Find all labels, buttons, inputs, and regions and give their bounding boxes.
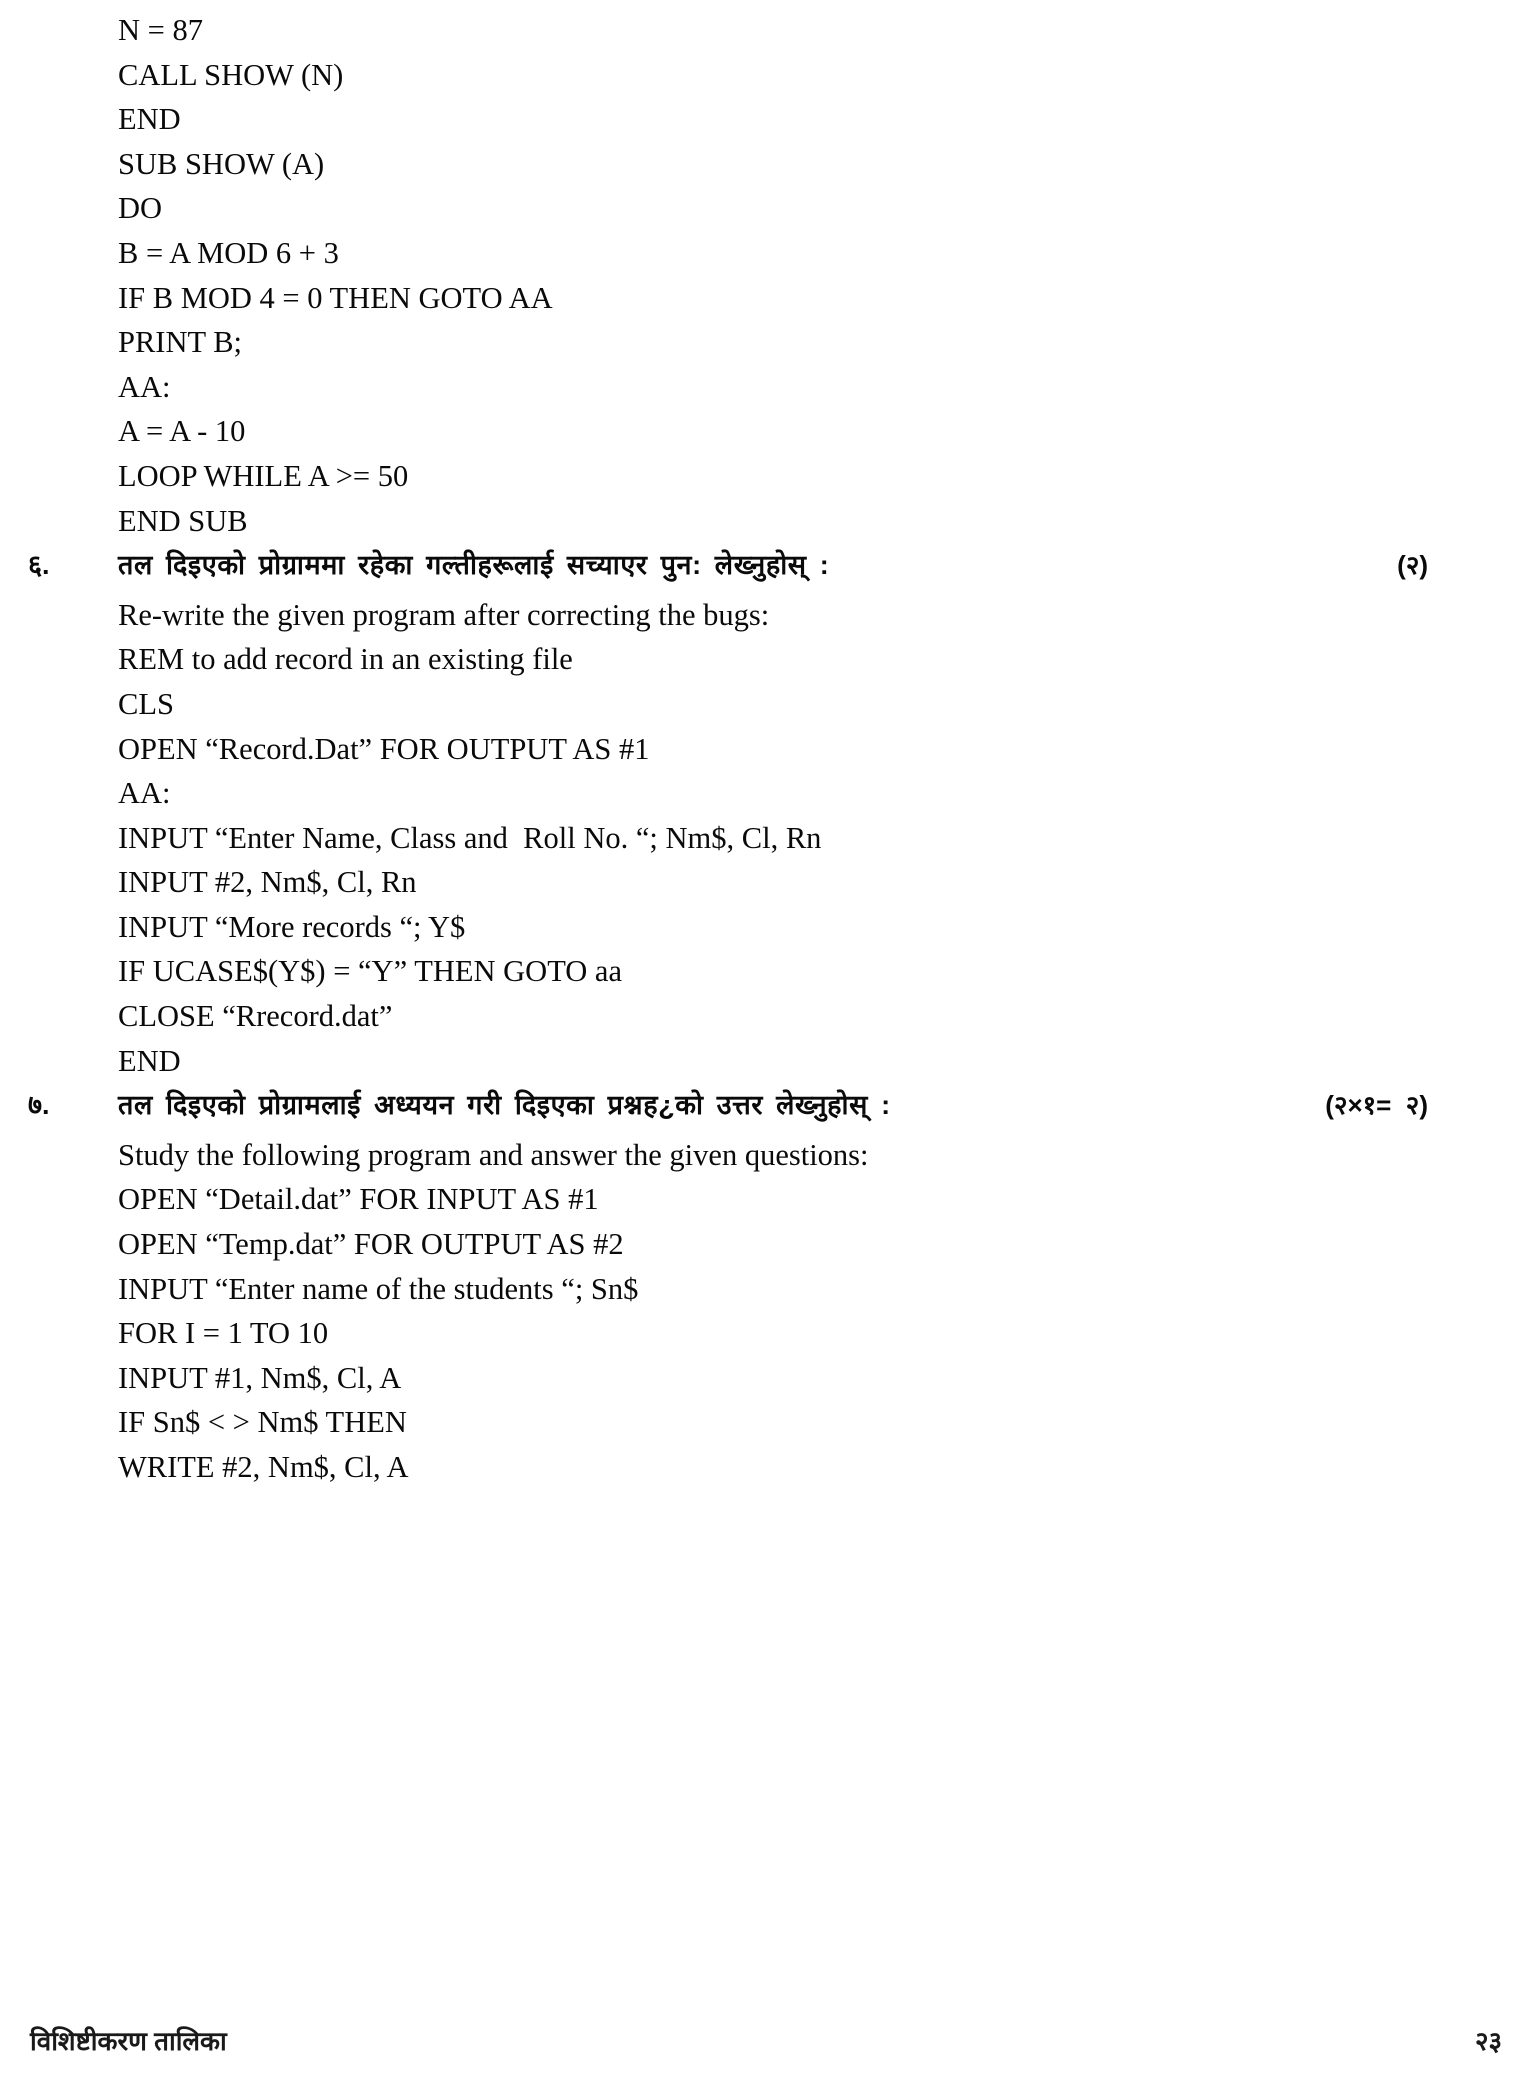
question-number: ६.: [28, 550, 50, 581]
question-7-program: [0, 1177, 1536, 1489]
question-marks: (२): [1397, 550, 1428, 581]
code-line: CALL SHOW (N): [118, 57, 344, 92]
question-6: [0, 543, 1536, 593]
code-line: END: [118, 102, 181, 137]
code-line: AA:: [118, 776, 171, 811]
code-line: END: [118, 1043, 181, 1078]
code-line: OPEN “Temp.dat” FOR OUTPUT AS #2: [118, 1227, 624, 1262]
page-number: २३: [1474, 2026, 1502, 2056]
code-line: SUB SHOW (A): [118, 146, 325, 181]
code-line: B = A MOD 6 + 3: [118, 235, 339, 270]
code-line: LOOP WHILE A >= 50: [118, 458, 409, 493]
code-line: END SUB: [118, 503, 248, 538]
question-prompt-english: Re-write the given program after correcting the bugs:: [118, 597, 770, 632]
question-marks: (२×१= २): [1325, 1090, 1428, 1121]
code-line: CLS: [118, 686, 174, 721]
code-line: PRINT B;: [118, 325, 243, 360]
code-line: FOR I = 1 TO 10: [118, 1316, 329, 1351]
code-line: A = A - 10: [118, 414, 246, 449]
code-line: DO: [118, 191, 163, 226]
code-line: WRITE #2, Nm$, Cl, A: [118, 1450, 409, 1484]
top-program-listing: [0, 8, 1536, 543]
top-spacer: [0, 0, 1536, 8]
code-line: INPUT #2, Nm$, Cl, Rn: [118, 865, 417, 900]
question-7: [0, 1083, 1536, 1133]
code-line: AA:: [118, 369, 171, 404]
code-line: CLOSE “Rrecord.dat”: [118, 999, 393, 1034]
code-line: N = 87: [118, 13, 203, 47]
code-line: OPEN “Record.Dat” FOR OUTPUT AS #1: [118, 731, 650, 766]
question-number: ७.: [28, 1090, 50, 1121]
code-line: IF B MOD 4 = 0 THEN GOTO AA: [118, 280, 553, 315]
question-prompt-nepali: तल दिइएको प्रोग्राममा रहेका गल्तीहरूलाई सच्याएर पुन: लेख्नुहोस् :: [118, 550, 830, 581]
question-6-program: [0, 637, 1536, 1083]
code-line: REM to add record in an existing file: [118, 642, 573, 677]
code-line: INPUT #1, Nm$, Cl, A: [118, 1360, 402, 1395]
code-line: INPUT “More records “; Y$: [118, 909, 466, 944]
code-line: OPEN “Detail.dat” FOR INPUT AS #1: [118, 1182, 599, 1217]
footer-title: विशिष्टीकरण तालिका: [30, 2026, 227, 2056]
question-prompt-english: Study the following program and answer the given questions:: [118, 1137, 869, 1172]
code-line: INPUT “Enter name of the students “; Sn$: [118, 1271, 639, 1306]
page-footer: [0, 2018, 1536, 2062]
code-line: IF Sn$ < > Nm$ THEN: [118, 1405, 407, 1440]
question-prompt-nepali: तल दिइएको प्रोग्रामलाई अध्ययन गरी दिइएका प्रश्नह¿को उत्तर लेख्नुहोस् :: [118, 1090, 891, 1121]
code-line: INPUT “Enter Name, Class and Roll No. “; Nm$, Cl, Rn: [118, 820, 822, 855]
code-line: IF UCASE$(Y$) = “Y” THEN GOTO aa: [118, 954, 622, 989]
